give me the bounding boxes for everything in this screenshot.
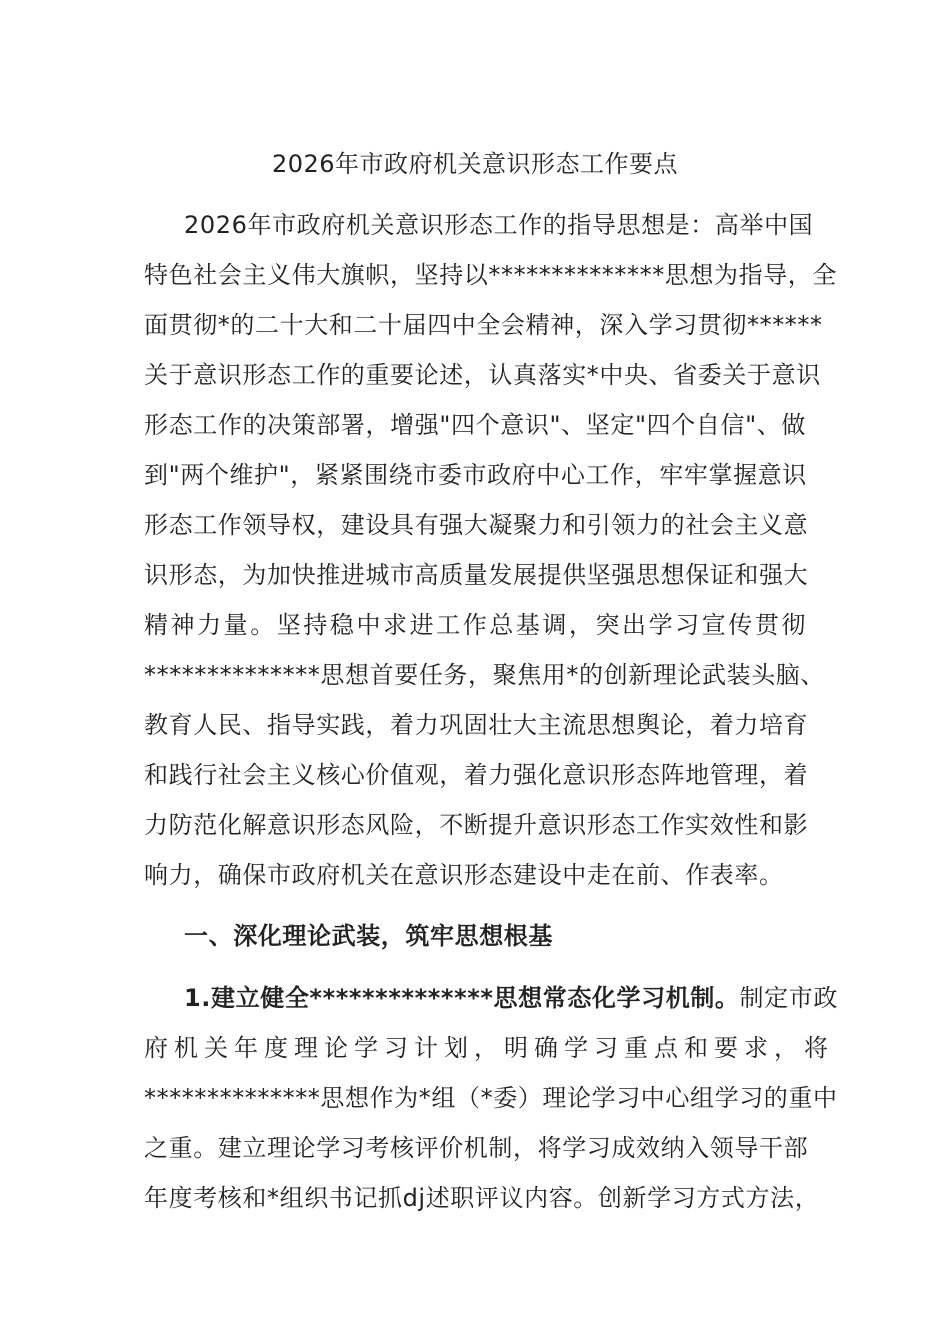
intro-line: 2026年市政府机关意识形态工作的指导思想是：高举中国 (184, 211, 814, 239)
intro-line: 精神力量。坚持稳中求进工作总基调，突出学习宣传贯彻 (144, 611, 806, 639)
intro-line: 和践行社会主义核心价值观，着力强化意识形态阵地管理，着 (144, 761, 809, 789)
item-line: 府机关年度理论学习计划，明确学习重点和要求，将 (144, 1034, 834, 1062)
item-line (184, 980, 838, 1016)
intro-line: 识形态，为加快推进城市高质量发展提供坚强思想保证和强大 (144, 561, 809, 589)
intro-line: 形态工作的决策部署，增强"四个意识"、坚定"四个自信"、做 (144, 411, 806, 439)
intro-line: 到"两个维护"，紧紧围绕市委市政府中心工作，牢牢掌握意识 (144, 461, 807, 489)
section-heading: 一、深化理论武装，筑牢思想根基 (184, 922, 553, 950)
intro-line: 响力，确保市政府机关在意识形态建设中走在前、作表率。 (144, 861, 784, 889)
item-lead-rest: 制定市政 (739, 984, 838, 1012)
intro-line: 面贯彻*的二十大和二十届四中全会精神，深入学习贯彻****** (144, 311, 823, 339)
item-bold-lead: 1.建立健全**************思想常态化学习机制。 (184, 984, 740, 1012)
intro-line: 关于意识形态工作的重要论述，认真落实*中央、省委关于意识 (144, 361, 821, 389)
intro-line: 特色社会主义伟大旗帜，坚持以**************思想为指导，全 (144, 261, 837, 289)
item-line: 之重。建立理论学习考核评价机制，将学习成效纳入领导干部 (144, 1134, 809, 1162)
document-title: 2026年市政府机关意识形态工作要点 (271, 150, 679, 178)
item-line: 年度考核和*组织书记抓dj述职评议内容。创新学习方式方法， (144, 1184, 820, 1212)
intro-line: 教育人民、指导实践，着力巩固壮大主流思想舆论，着力培育 (144, 711, 809, 739)
intro-line: 形态工作领导权，建设具有强大凝聚力和引领力的社会主义意 (144, 511, 809, 539)
intro-line: 力防范化解意识形态风险，不断提升意识形态工作实效性和影 (144, 811, 809, 839)
intro-line: **************思想首要任务，聚焦用*的创新理论武装头脑、 (144, 661, 825, 689)
item-line: **************思想作为*组（*委）理论学习中心组学习的重中 (144, 1084, 838, 1112)
